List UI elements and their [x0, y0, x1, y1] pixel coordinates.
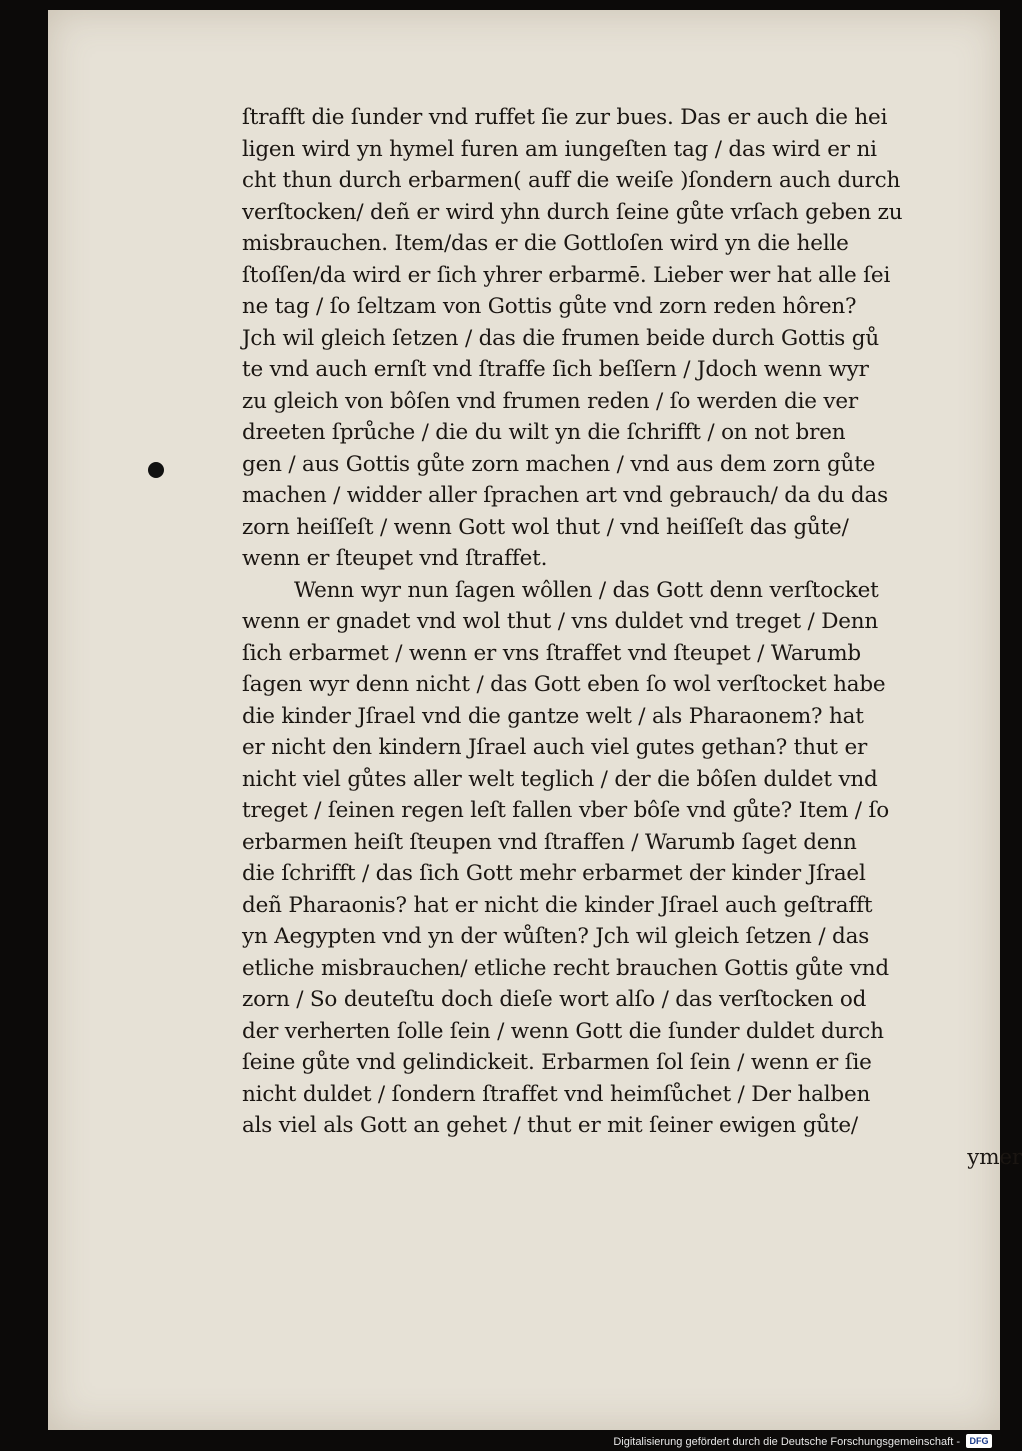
text-line-32: nicht duldet / ſondern ſtraffet vnd heimſůchet / Der halben — [242, 1081, 871, 1107]
text-line-15: wenn er ſteupet vnd ſtraffet. — [242, 546, 548, 571]
binding-hole — [148, 462, 164, 478]
text-line-21: er nicht den kindern Jſrael auch viel gutes gethan? thut er — [242, 735, 868, 760]
text-line-2: ligen wird yn hymel furen am iungeſten tag / das wird er ni — [242, 136, 877, 162]
text-line-28: etliche misbrauchen/ etliche recht brauchen Gottis gůte vnd — [242, 955, 889, 981]
text-line-8: Jch wil gleich ſetzen / das die frumen beide durch Gottis gů — [242, 325, 879, 351]
text-line-10: zu gleich von bôſen vnd frumen reden / ſo werden die ver — [242, 388, 858, 414]
text-line-18: ſich erbarmet / wenn er vns ſtraffet vnd ſteupet / Warumb — [242, 640, 861, 666]
text-line-23: treget / ſeinen regen leſt fallen vber bôſe vnd gůte? Item / ſo — [242, 798, 889, 823]
book-page — [48, 10, 1022, 1430]
text-line-4: verſtocken/ deñ er wird yhn durch ſeine gůte vrſach geben zu — [242, 199, 903, 225]
text-line-19: ſagen wyr denn nicht / das Gott eben ſo wol verſtocket habe — [242, 672, 886, 697]
text-line-11: dreeten ſprůche / die du wilt yn die ſchrifft / on not bren — [242, 420, 846, 445]
text-line-31: ſeine gůte vnd gelindickeit. Erbarmen ſol ſein / wenn er ſie — [242, 1050, 872, 1075]
funding-credit: Digitalisierung gefördert durch die Deutsche Forschungsgemeinschaft - — [613, 1436, 960, 1448]
text-line-1: ſtrafft die ſunder vnd ruffet ſie zur bues. Das er auch die hei — [242, 105, 888, 130]
text-line-17: wenn er gnadet vnd wol thut / vns duldet vnd treget / Denn — [242, 609, 879, 634]
text-line-30: der verherten ſolle ſein / wenn Gott die ſunder duldet durch — [242, 1018, 884, 1044]
text-line-25: die ſchrifft / das ſich Gott mehr erbarmet der kinder Jſrael — [242, 861, 866, 886]
text-line-24: erbarmen heiſt ſteupen vnd ſtraffen / Warumb ſaget denn — [242, 829, 857, 855]
text-line-29: zorn / So deuteſtu doch dieſe wort alſo / das verſtocken od — [242, 987, 867, 1012]
text-line-6: ſtoſſen/da wird er ſich yhrer erbarmē. Lieber wer hat alle ſei — [242, 262, 891, 288]
text-line-16: Wenn wyr nun ſagen wôllen / das Gott denn verſtocket — [294, 577, 879, 603]
text-line-12: gen / aus Gottis gůte zorn machen / vnd aus dem zorn gůte — [242, 451, 876, 477]
footer-bar — [0, 1430, 1000, 1451]
text-line-33: als viel als Gott an gehet / thut er mit ſeiner ewigen gůte/ — [242, 1113, 858, 1138]
text-line-27: yn Aegypten vnd yn der wůſten? Jch wil gleich ſetzen / das — [242, 924, 870, 949]
catchword: ymer — [967, 1144, 1022, 1170]
text-line-14: zorn heiſſeſt / wenn Gott wol thut / vnd heiſſeſt das gůte/ — [242, 514, 849, 540]
page-text — [242, 102, 1022, 1173]
text-line-13: machen / widder aller ſprachen art vnd gebrauch/ da du das — [242, 483, 888, 508]
text-line-5: misbrauchen. Item/das er die Gottloſen wird yn die helle — [242, 231, 849, 256]
text-line-22: nicht viel gůtes aller welt teglich / der die bôſen duldet vnd — [242, 766, 878, 792]
text-line-20: die kinder Jſrael vnd die gantze welt / als Pharaonem? hat — [242, 703, 864, 729]
text-line-7: ne tag / ſo ſeltzam von Gottis gůte vnd zorn reden hôren? — [242, 294, 857, 319]
dfg-logo: DFG — [966, 1434, 992, 1448]
text-line-26: deñ Pharaonis? hat er nicht die kinder Jſrael auch geſtrafft — [242, 892, 873, 918]
text-line-9: te vnd auch ernſt vnd ſtraffe ſich beſſern / Jdoch wenn wyr — [242, 357, 869, 382]
text-line-3: cht thun durch erbarmen( auff die weiſe )ſondern auch durch — [242, 168, 901, 193]
